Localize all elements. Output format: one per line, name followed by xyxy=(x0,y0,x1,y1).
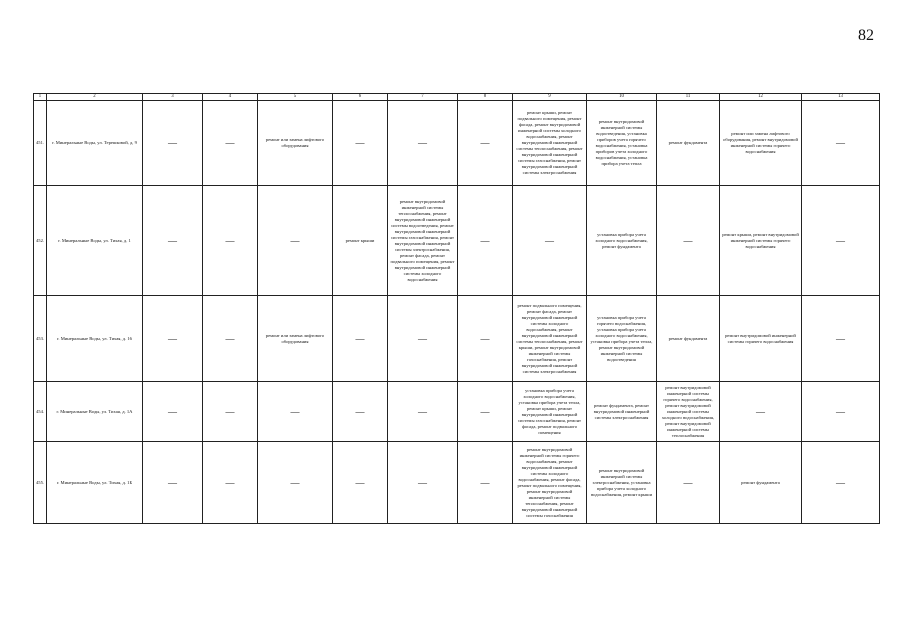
table-cell: ремонт внутридомовой инженерной системы горячего водоснабжения, ремонт внутридомовой инженерной системы холодного водоснабжения, ремонт фасада, ремонт подвального помещения, ремонт внутридомовой инженерной системы теплоснабжения, ремонт внутридомовой инженерной системы газоснабжения xyxy=(513,442,587,524)
table-cell: — xyxy=(657,442,720,524)
table-cell: ремонт или замена лифтового оборудования, ремонт внутридомовой инженерной системы горячего водоснабжения xyxy=(720,101,802,186)
column-header: 5 xyxy=(258,94,333,101)
column-header: 9 xyxy=(513,94,587,101)
table-cell: — xyxy=(143,186,203,296)
column-header: 10 xyxy=(587,94,657,101)
column-header: 2 xyxy=(47,94,143,101)
row-number: 451. xyxy=(34,101,47,186)
table-cell: установка прибора учета холодного водоснабжения, установка прибора учета тепла, ремонт крыши, ремонт внутридомовой инженерной системы газоснабжения, ремонт фасада, ремонт подвального помещения xyxy=(513,382,587,442)
table-cell: — xyxy=(802,442,880,524)
table-cell: ремонт фундамента, ремонт внутридомовой инженерной системы электроснабжения xyxy=(587,382,657,442)
table-cell: — xyxy=(802,186,880,296)
table-cell: — xyxy=(388,101,458,186)
table-cell: ремонт внутридомовой инженерной системы горячего водоснабжения xyxy=(720,296,802,382)
table-cell: — xyxy=(143,442,203,524)
table-row xyxy=(34,382,880,442)
address-cell: г. Минеральные Воды, ул. Тихая, д. 1А xyxy=(47,382,143,442)
table-cell: ремонт крыши, ремонт внутридомовой инженерной системы горячего водоснабжения xyxy=(720,186,802,296)
column-header: 6 xyxy=(333,94,388,101)
table-cell: установка прибора учета горячего водоснабжения, установка прибора учета холодного водоснабжения, установка прибора учета тепла, ремонт внутридомовой инженерной системы водоотведения xyxy=(587,296,657,382)
table-cell: ремонт подвального помещения, ремонт фасада, ремонт внутридомовой инженерной системы холодного водоснабжения, ремонт внутридомовой инженерной системы теплоснабжения, ремонт крыши, ремонт внутридомовой инженерной системы газоснабжения, ремонт внутридомовой инженерной системы электроснабжения xyxy=(513,296,587,382)
table-cell: — xyxy=(657,186,720,296)
table-cell: ремонт фундамента xyxy=(720,442,802,524)
table-cell: — xyxy=(802,101,880,186)
column-header: 12 xyxy=(720,94,802,101)
address-cell: г. Минеральные Воды, ул. Тихая, д. 1 xyxy=(47,186,143,296)
column-header: 11 xyxy=(657,94,720,101)
table-cell: ремонт фундамента xyxy=(657,296,720,382)
table-row xyxy=(34,296,880,382)
table-cell: — xyxy=(203,296,258,382)
table-cell: — xyxy=(203,101,258,186)
table-cell: — xyxy=(333,101,388,186)
table-cell: — xyxy=(333,442,388,524)
page-number: 82 xyxy=(858,27,874,44)
address-cell: г. Минеральные Воды, ул. Терешковой, д. 9 xyxy=(47,101,143,186)
row-number: 455. xyxy=(34,442,47,524)
table-cell: — xyxy=(802,382,880,442)
row-number: 453. xyxy=(34,296,47,382)
table-cell: ремонт внутридомовой инженерной системы электроснабжения, установка прибора учета холодного водоснабжения, ремонт крыши xyxy=(587,442,657,524)
table-cell: — xyxy=(203,442,258,524)
address-cell: г. Минеральные Воды, ул. Тихая, д. 16 xyxy=(47,296,143,382)
table-cell: — xyxy=(458,186,513,296)
column-header: 7 xyxy=(388,94,458,101)
table-cell: — xyxy=(143,296,203,382)
table-cell: — xyxy=(333,296,388,382)
row-number: 452. xyxy=(34,186,47,296)
table-cell: ремонт или замена лифтового оборудования xyxy=(258,296,333,382)
table-cell: ремонт или замена лифтового оборудования xyxy=(258,101,333,186)
table-cell: ремонт внутридомовой инженерной системы теплоснабжения, ремонт внутридомовой инженерной системы водоотведения, ремонт внутридомовой инженерной системы газоснабжения, ремонт внутридомовой инженерной системы электроснабжения, ремонт фасада, ремонт подвального помещения, ремонт внутридомовой инженерной системы холодного водоснабжения xyxy=(388,186,458,296)
table-cell: — xyxy=(258,442,333,524)
table-row xyxy=(34,101,880,186)
table-cell: — xyxy=(258,186,333,296)
column-header: 4 xyxy=(203,94,258,101)
table-cell: — xyxy=(388,382,458,442)
column-header: 3 xyxy=(143,94,203,101)
table-cell: — xyxy=(458,382,513,442)
table-cell: — xyxy=(458,442,513,524)
column-header: 1 xyxy=(34,94,47,101)
table-row xyxy=(34,186,880,296)
table-cell: — xyxy=(458,101,513,186)
table-cell: — xyxy=(388,442,458,524)
table-cell: — xyxy=(203,186,258,296)
table-cell: ремонт крыши xyxy=(333,186,388,296)
table-cell: ремонт внутридомовой инженерной системы водоотведения, установка приборов учета горячего водоснабжения, установка приборов учета холодного водоснабжения, установка прибора учета тепла xyxy=(587,101,657,186)
table-cell: — xyxy=(258,382,333,442)
table-cell: — xyxy=(720,382,802,442)
table-cell: — xyxy=(203,382,258,442)
column-number-row xyxy=(34,94,880,101)
row-number: 454. xyxy=(34,382,47,442)
table-row xyxy=(34,442,880,524)
column-header: 13 xyxy=(802,94,880,101)
table-cell: — xyxy=(458,296,513,382)
table-cell: — xyxy=(802,296,880,382)
repair-schedule-table xyxy=(33,93,880,524)
table-cell: — xyxy=(143,101,203,186)
table-cell: ремонт внутридомовой инженерной системы горячего водоснабжения, ремонт внутридомовой инженерной системы холодного водоснабжения, ремонт внутридомовой инженерной системы теплоснабжения xyxy=(657,382,720,442)
table-cell: — xyxy=(143,382,203,442)
table-cell: — xyxy=(333,382,388,442)
column-header: 8 xyxy=(458,94,513,101)
table-cell: — xyxy=(513,186,587,296)
table-cell: установка прибора учета холодного водоснабжения, ремонт фундамента xyxy=(587,186,657,296)
address-cell: г. Минеральные Воды, ул. Тихая, д. 1Б xyxy=(47,442,143,524)
table-cell: ремонт крыши, ремонт подвального помещения, ремонт фасада, ремонт внутридомовой инженерной системы холодного водоснабжения, ремонт внутридомовой инженерной системы теплоснабжения, ремонт внутридомовой инженерной системы газоснабжения, ремонт внутридомовой инженерной системы электроснабжения xyxy=(513,101,587,186)
table-cell: — xyxy=(388,296,458,382)
table-cell: ремонт фундамента xyxy=(657,101,720,186)
